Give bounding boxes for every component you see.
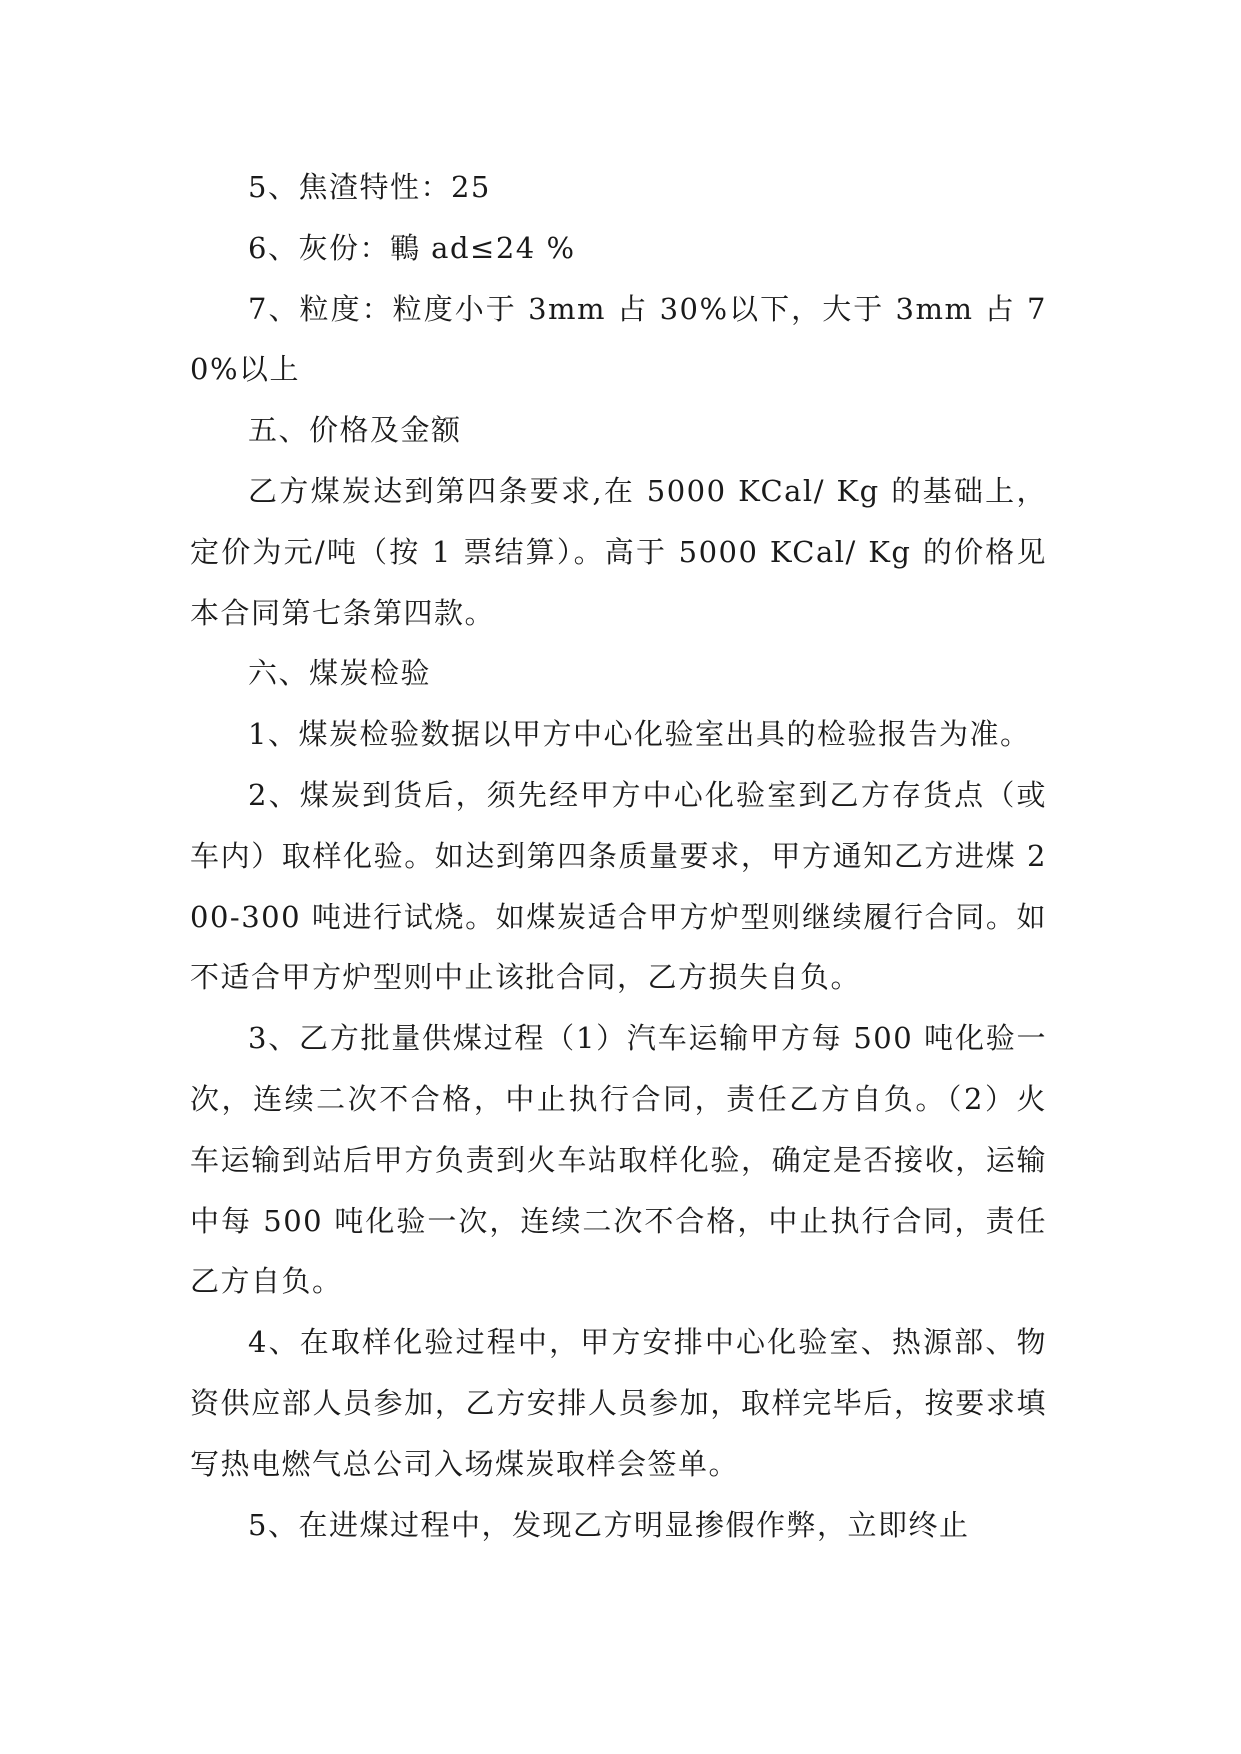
- document-body: [190, 157, 1047, 1555]
- paragraph-slag-property: 5、焦渣特性：25: [248, 170, 491, 204]
- paragraph-inspection-2: 2、煤炭到货后，须先经甲方中心化验室到乙方存货点（或车内）取样化验。如达到第四条质量要求，甲方通知乙方进煤 200-300 吨进行试烧。如煤炭适合甲方炉型则继续履行合同。如不适合甲方炉型则中止该批合同，乙方损失自负。: [190, 777, 1047, 995]
- paragraph-inspection-4: 4、在取样化验过程中，甲方安排中心化验室、热源部、物资供应部人员参加，乙方安排人员参加，取样完毕后，按要求填写热电燃气总公司入场煤炭取样会签单。: [190, 1325, 1047, 1481]
- paragraph-price-terms: 乙方煤炭达到第四条要求,在 5000 KCal/ Kg 的基础上，定价为元/吨（按 1 票结算）。高于 5000 KCal/ Kg 的价格见本合同第七条第四款。: [190, 473, 1047, 630]
- paragraph-inspection-1: 1、煤炭检验数据以甲方中心化验室出具的检验报告为准。: [248, 717, 1031, 752]
- paragraph-ash-content: 6、灰份：鶤 ad≤24 %: [248, 230, 576, 265]
- paragraph-inspection-5: 5、在进煤过程中，发现乙方明显掺假作弊，立即终止: [248, 1507, 970, 1542]
- paragraph-inspection-3: 3、乙方批量供煤过程（1）汽车运输甲方每 500 吨化验一次，连续二次不合格，中止执行合同，责任乙方自负。（2）火车运输到站后甲方负责到火车站取样化验，确定是否接收，运输中每 500 吨化验一次，连续二次不合格，中止执行合同，责任乙方自负。: [190, 1021, 1047, 1299]
- paragraph-particle-size: 7、粒度：粒度小于 3mm 占 30%以下，大于 3mm 占 70%以上: [190, 291, 1047, 387]
- section-heading-price: 五、价格及金额: [248, 413, 462, 448]
- section-heading-inspection: 六、煤炭检验: [248, 656, 432, 691]
